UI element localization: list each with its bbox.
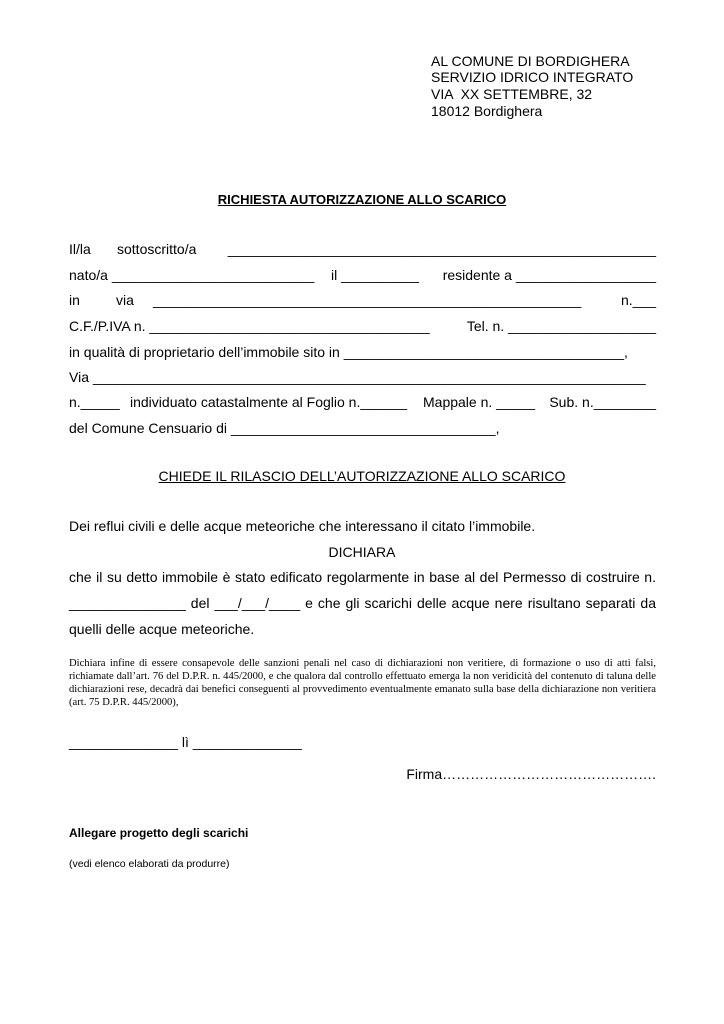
residence-field[interactable]: residente a __________________ — [442, 267, 656, 283]
place-date-field[interactable]: ______________ lì ______________ — [69, 734, 302, 750]
form-row-street — [69, 292, 656, 314]
property-number-field[interactable]: n._____ — [69, 394, 120, 410]
recipient-line-1: AL COMUNE DI BORDIGHERA — [431, 53, 630, 69]
foglio-field[interactable]: individuato catastalmente al Foglio n.______ — [130, 394, 408, 410]
form-row-birth — [69, 267, 656, 289]
recipient-line-4: 18012 Bordighera — [431, 103, 543, 119]
request-heading: CHIEDE IL RILASCIO DELL’AUTORIZZAZIONE ALLO SCARICO — [158, 468, 566, 484]
form-row-name — [69, 241, 656, 263]
birthplace-field[interactable]: nato/a __________________________ — [69, 267, 315, 283]
dichiara-heading: DICHIARA — [328, 544, 396, 560]
label-in: in — [69, 292, 80, 308]
form-row-tax — [69, 318, 656, 340]
signature-field[interactable]: Firma………………………………………. — [406, 766, 656, 782]
attachment-note: (vedi elenco elaborati da produrre) — [69, 858, 230, 870]
street-field[interactable]: _______________________________________________________ — [153, 292, 582, 308]
phone-field[interactable]: Tel. n. ___________________ — [466, 318, 656, 334]
comune-censuario-field[interactable]: del Comune Censuario di __________________________________, — [69, 420, 500, 436]
reflui-text: Dei reflui civili e delle acque meteoriche che interessano il citato l’immobile. — [69, 518, 536, 534]
birthdate-field[interactable]: il __________ — [331, 267, 419, 283]
label-via: via — [116, 292, 134, 308]
recipient-line-3: VIA XX SETTEMBRE, 32 — [431, 86, 593, 102]
name-field[interactable]: _______________________________________________________ — [227, 241, 656, 257]
property-location-field[interactable]: in qualità di proprietario dell’immobile sito in ____________________________________, — [69, 344, 628, 360]
street-number-field[interactable]: n.___ — [620, 292, 656, 308]
label-sottoscritto: sottoscritto/a — [117, 241, 197, 257]
form-row-comune — [69, 420, 656, 442]
tax-code-field[interactable]: C.F./P.IVA n. ____________________________________ — [69, 318, 430, 334]
document-title: RICHIESTA AUTORIZZAZIONE ALLO SCARICO — [217, 192, 507, 207]
form-row-property — [69, 344, 656, 366]
recipient-line-2: SERVIZIO IDRICO INTEGRATO — [431, 69, 634, 85]
form-row-cadastral — [69, 394, 656, 416]
mappale-field[interactable]: Mappale n. _____ — [423, 394, 536, 410]
sub-field[interactable]: Sub. n.________ — [549, 394, 656, 410]
label-il-la: Il/la — [69, 241, 91, 257]
property-street-field[interactable]: Via _______________________________________________________________________ — [69, 369, 646, 385]
dichiara-paragraph: che il su detto immobile è stato edificato regolarmente in base al del Permesso di costruire n. _______________ del ___/___/____ e che gli scarichi delle acque nere risultano separati da quelli delle acque meteoriche. — [69, 569, 656, 637]
form-row-via — [69, 369, 656, 391]
attachment-heading: Allegare progetto degli scarichi — [69, 826, 249, 840]
disclaimer-text: Dichiara infine di essere consapevole delle sanzioni penali nel caso di dichiarazioni non veritiere, di formazione o uso di atti falsi, richiamate dall’art. 76 del D.P.R. n. 445/2000, e che qualora dal controllo effettuato emerga la non veridicità del contenuto di taluna delle dichiarazioni rese, decadrà dai benefici conseguenti al provvedimento eventualmente emanato sulla base della dichiarazione non veritiera (art. 75 D.P.R. 445/2000), — [69, 658, 656, 708]
